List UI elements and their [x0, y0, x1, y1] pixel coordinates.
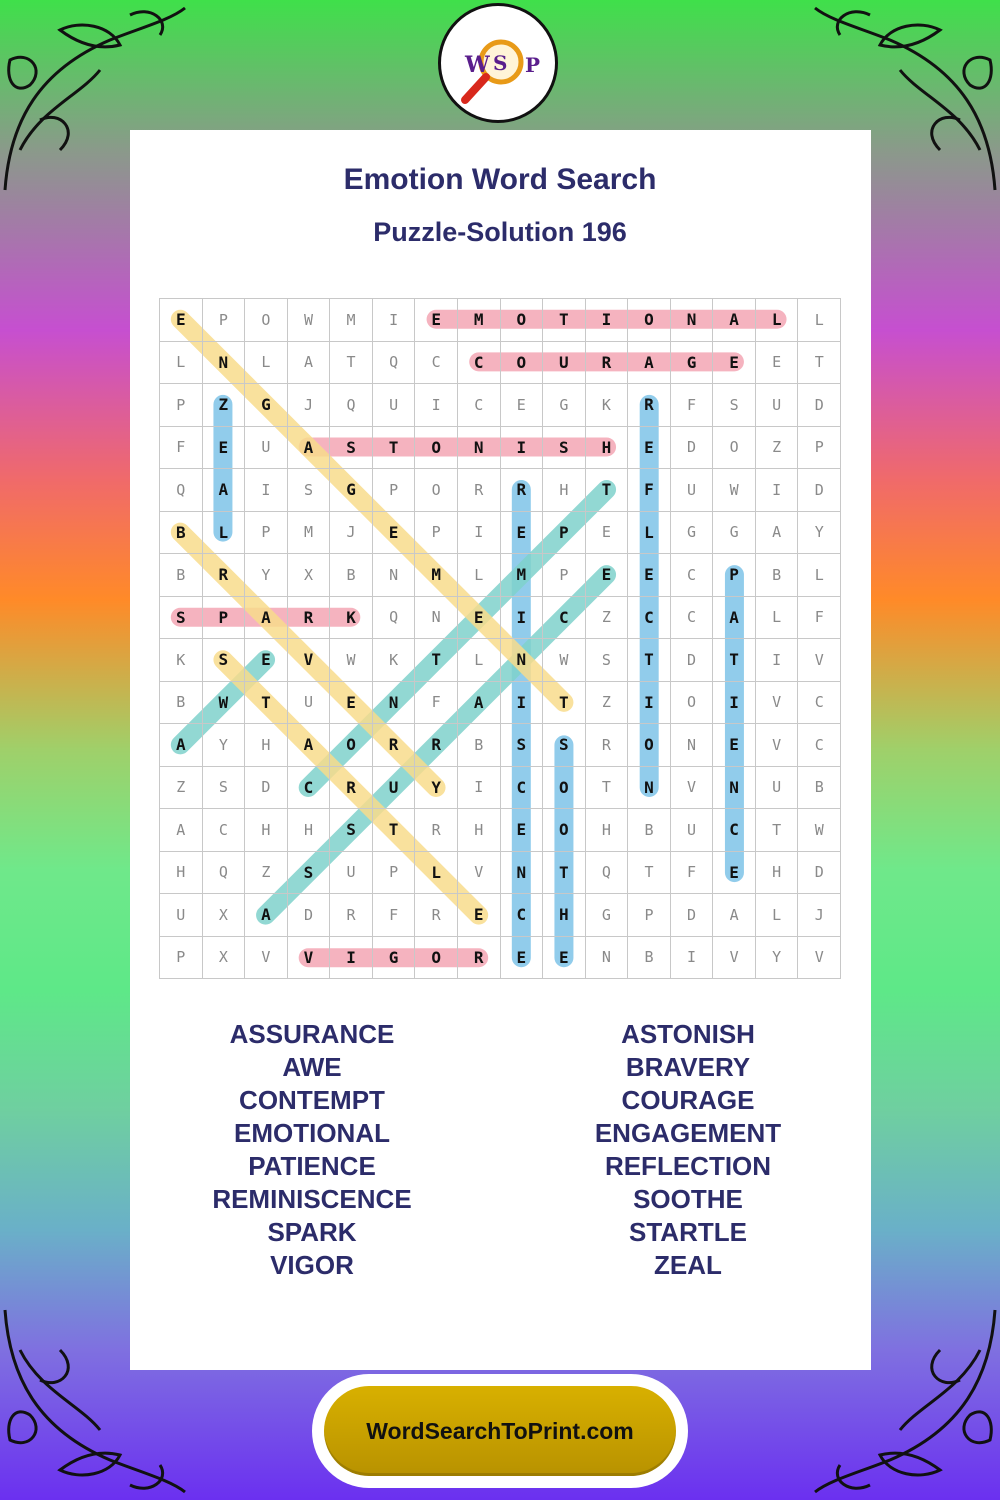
grid-cell[interactable]: Q [373, 342, 416, 385]
grid-cell[interactable]: T [373, 809, 416, 852]
grid-cell[interactable]: C [628, 597, 671, 640]
grid-cell[interactable]: E [586, 512, 629, 555]
grid-cell[interactable]: G [671, 512, 714, 555]
grid-cell[interactable]: V [713, 937, 756, 980]
grid-cell[interactable]: A [245, 597, 288, 640]
grid-cell[interactable]: F [415, 682, 458, 725]
grid-cell[interactable]: O [543, 767, 586, 810]
grid-cell[interactable]: S [203, 767, 246, 810]
word-list-item: REMINISCENCE [212, 1184, 412, 1214]
grid-cell[interactable]: B [756, 554, 799, 597]
grid-cell[interactable]: W [543, 639, 586, 682]
word-list-item: SOOTHE [633, 1184, 743, 1214]
grid-cell[interactable]: O [415, 469, 458, 512]
grid-cell[interactable]: S [586, 639, 629, 682]
grid-cell[interactable]: I [501, 682, 544, 725]
grid-cell[interactable]: W [798, 809, 841, 852]
grid-cell[interactable]: V [671, 767, 714, 810]
grid-cell[interactable]: S [160, 597, 203, 640]
grid-cell[interactable]: T [330, 342, 373, 385]
footer-pill [312, 1374, 688, 1488]
grid-cell[interactable]: I [713, 682, 756, 725]
grid-cell[interactable]: I [245, 469, 288, 512]
grid-cell[interactable]: K [373, 639, 416, 682]
word-list-item: COURAGE [621, 1085, 755, 1115]
grid-cell[interactable]: E [203, 427, 246, 470]
grid-cell[interactable]: V [288, 937, 331, 980]
word-list-item: ASSURANCE [229, 1019, 395, 1049]
grid-cell[interactable]: A [160, 724, 203, 767]
grid-cell[interactable]: E [501, 937, 544, 980]
grid-cell[interactable]: Y [415, 767, 458, 810]
grid-cell[interactable]: N [713, 767, 756, 810]
grid-cell[interactable]: S [543, 724, 586, 767]
grid-cell[interactable]: A [713, 894, 756, 937]
page-title: Emotion Word Search [343, 163, 657, 196]
grid-cell[interactable]: B [458, 724, 501, 767]
grid-cell[interactable]: U [756, 767, 799, 810]
grid-cell[interactable]: H [543, 469, 586, 512]
grid-cell[interactable]: N [203, 342, 246, 385]
grid-cell[interactable]: U [671, 469, 714, 512]
grid-cell[interactable]: T [373, 427, 416, 470]
grid-cell[interactable]: C [203, 809, 246, 852]
grid-cell[interactable]: T [245, 682, 288, 725]
grid-cell[interactable]: D [671, 894, 714, 937]
grid-cell[interactable]: O [713, 427, 756, 470]
grid-cell[interactable]: C [288, 767, 331, 810]
grid-cell[interactable]: C [671, 554, 714, 597]
grid-cell[interactable]: Z [586, 682, 629, 725]
grid-cell[interactable]: L [160, 342, 203, 385]
grid-cell[interactable]: Z [586, 597, 629, 640]
grid-cell[interactable]: L [798, 554, 841, 597]
website-link[interactable]: WordSearchToPrint.com [324, 1386, 676, 1476]
grid-cell[interactable]: G [671, 342, 714, 385]
grid-cell[interactable]: Z [756, 427, 799, 470]
grid-cell[interactable]: I [458, 512, 501, 555]
grid-cell[interactable]: C [501, 767, 544, 810]
grid-cell[interactable]: E [373, 512, 416, 555]
grid-cell[interactable]: E [415, 299, 458, 342]
grid-cell[interactable]: V [798, 937, 841, 980]
word-list-item: AWE [282, 1052, 342, 1082]
grid-cell[interactable]: N [501, 852, 544, 895]
grid-cell[interactable]: O [628, 724, 671, 767]
grid-cell[interactable]: R [458, 469, 501, 512]
grid-cell[interactable]: P [373, 852, 416, 895]
grid-cell[interactable]: G [330, 469, 373, 512]
grid-cell[interactable]: R [373, 724, 416, 767]
grid-cell[interactable]: D [245, 767, 288, 810]
grid-cell[interactable]: R [288, 597, 331, 640]
grid-cell[interactable]: E [713, 724, 756, 767]
grid-cell[interactable]: O [628, 299, 671, 342]
grid-cell[interactable]: M [458, 299, 501, 342]
grid-cell[interactable]: R [415, 809, 458, 852]
grid-cell[interactable]: T [713, 639, 756, 682]
grid-cell[interactable]: C [458, 384, 501, 427]
grid-cell[interactable]: L [458, 554, 501, 597]
grid-cell[interactable]: E [501, 384, 544, 427]
grid-cell[interactable]: N [373, 554, 416, 597]
grid-cell[interactable]: K [586, 384, 629, 427]
grid-cell[interactable]: M [501, 554, 544, 597]
grid-cell[interactable]: P [415, 512, 458, 555]
grid-cell[interactable]: F [373, 894, 416, 937]
logo-letter-p: P [525, 53, 541, 77]
word-list-item: BRAVERY [625, 1052, 751, 1082]
grid-cell[interactable]: P [160, 937, 203, 980]
grid-cell[interactable]: Q [203, 852, 246, 895]
grid-cell[interactable]: M [288, 512, 331, 555]
grid-cell[interactable]: A [288, 427, 331, 470]
logo-letter-w: W [465, 52, 490, 78]
grid-cell[interactable]: C [501, 894, 544, 937]
grid-cell[interactable]: M [415, 554, 458, 597]
grid-cell[interactable]: P [543, 554, 586, 597]
grid-cell[interactable]: Y [756, 937, 799, 980]
grid-cell[interactable]: S [288, 469, 331, 512]
grid-cell[interactable]: N [671, 299, 714, 342]
grid-cell[interactable]: N [373, 682, 416, 725]
grid-cell[interactable]: I [671, 937, 714, 980]
grid-cell[interactable]: R [415, 894, 458, 937]
grid-cell[interactable]: V [756, 682, 799, 725]
grid-cell[interactable]: E [458, 894, 501, 937]
word-list-item: ASTONISH [621, 1019, 755, 1049]
grid-cell[interactable]: I [586, 299, 629, 342]
grid-cell[interactable]: A [458, 682, 501, 725]
grid-cell[interactable]: U [160, 894, 203, 937]
logo-letter-s: S [493, 51, 508, 75]
grid-cell[interactable]: S [713, 384, 756, 427]
grid-cell[interactable]: N [415, 597, 458, 640]
grid-cell[interactable]: C [671, 597, 714, 640]
grid-cell[interactable]: E [245, 639, 288, 682]
grid-cell[interactable]: C [543, 597, 586, 640]
grid-cell[interactable]: X [203, 937, 246, 980]
grid-cell[interactable]: C [458, 342, 501, 385]
grid-cell[interactable]: D [798, 852, 841, 895]
grid-cell[interactable]: P [373, 469, 416, 512]
grid-cell[interactable]: H [586, 809, 629, 852]
grid-cell[interactable]: A [288, 342, 331, 385]
grid-cell[interactable]: A [288, 724, 331, 767]
word-list-item: EMOTIONAL [234, 1118, 390, 1148]
grid-cell[interactable]: Y [203, 724, 246, 767]
grid-cell[interactable]: B [798, 767, 841, 810]
grid-cell[interactable]: G [373, 937, 416, 980]
grid-cell[interactable]: L [756, 597, 799, 640]
word-list-item: ZEAL [654, 1250, 722, 1280]
grid-cell[interactable]: U [373, 384, 416, 427]
grid-cell[interactable]: N [458, 427, 501, 470]
grid-cell[interactable]: J [330, 512, 373, 555]
grid-cell[interactable]: A [713, 597, 756, 640]
grid-cell[interactable]: T [586, 767, 629, 810]
grid-cell[interactable]: S [543, 427, 586, 470]
grid-cell[interactable]: L [756, 299, 799, 342]
grid-cell[interactable]: E [501, 512, 544, 555]
grid-cell[interactable]: T [628, 639, 671, 682]
grid-cell[interactable]: U [330, 852, 373, 895]
grid-cell[interactable]: G [586, 894, 629, 937]
grid-cell[interactable]: Q [160, 469, 203, 512]
grid-cell[interactable]: Y [245, 554, 288, 597]
grid-cell[interactable]: L [628, 512, 671, 555]
grid-cell[interactable]: W [330, 639, 373, 682]
grid-cell[interactable]: M [330, 299, 373, 342]
grid-cell[interactable]: D [798, 469, 841, 512]
grid-cell[interactable]: D [671, 427, 714, 470]
grid-cell[interactable]: K [160, 639, 203, 682]
grid-cell[interactable]: O [501, 299, 544, 342]
grid-cell[interactable]: Z [160, 767, 203, 810]
grid-cell[interactable]: L [458, 639, 501, 682]
grid-cell[interactable]: H [245, 724, 288, 767]
grid-cell[interactable]: C [415, 342, 458, 385]
grid-cell[interactable]: W [288, 299, 331, 342]
grid-cell[interactable]: K [330, 597, 373, 640]
grid-cell[interactable]: S [330, 427, 373, 470]
grid-cell[interactable]: E [160, 299, 203, 342]
grid-cell[interactable]: Z [203, 384, 246, 427]
grid-cell[interactable]: N [671, 724, 714, 767]
grid-cell[interactable]: T [415, 639, 458, 682]
grid-cell[interactable]: F [160, 427, 203, 470]
grid-cell[interactable]: T [543, 682, 586, 725]
grid-cell[interactable]: V [458, 852, 501, 895]
grid-cell[interactable]: I [458, 767, 501, 810]
grid-cell[interactable]: V [798, 639, 841, 682]
grid-cell[interactable]: H [458, 809, 501, 852]
grid-cell[interactable]: C [798, 682, 841, 725]
grid-cell[interactable]: V [288, 639, 331, 682]
wsp-logo [438, 3, 558, 123]
grid-cell[interactable]: P [713, 554, 756, 597]
word-list-item: SPARK [267, 1217, 357, 1247]
grid-cell[interactable]: I [501, 597, 544, 640]
grid-cell[interactable]: D [288, 894, 331, 937]
grid-cell[interactable]: F [628, 469, 671, 512]
grid-cell[interactable]: H [288, 809, 331, 852]
grid-cell[interactable]: R [330, 767, 373, 810]
grid-cell[interactable]: O [245, 299, 288, 342]
grid-cell[interactable]: I [501, 427, 544, 470]
letter-grid [159, 298, 841, 979]
word-list-item: PATIENCE [248, 1151, 376, 1181]
grid-cell[interactable]: V [756, 724, 799, 767]
grid-cell[interactable]: X [203, 894, 246, 937]
grid-cell[interactable]: L [203, 512, 246, 555]
grid-cell[interactable]: I [330, 937, 373, 980]
grid-cell[interactable]: V [245, 937, 288, 980]
grid-cell[interactable]: N [628, 767, 671, 810]
grid-cell[interactable]: N [501, 639, 544, 682]
grid-cell[interactable]: S [330, 809, 373, 852]
grid-cell[interactable]: E [756, 342, 799, 385]
grid-cell[interactable]: B [628, 809, 671, 852]
grid-cell[interactable]: P [160, 384, 203, 427]
grid-cell[interactable]: L [415, 852, 458, 895]
grid-cell[interactable]: E [458, 597, 501, 640]
grid-cell[interactable]: I [756, 639, 799, 682]
grid-cell[interactable]: C [713, 809, 756, 852]
grid-cell[interactable]: O [543, 809, 586, 852]
grid-cell[interactable]: S [288, 852, 331, 895]
grid-cell[interactable]: B [160, 554, 203, 597]
grid-cell[interactable]: E [628, 427, 671, 470]
grid-cell[interactable]: T [543, 299, 586, 342]
grid-cell[interactable]: J [798, 894, 841, 937]
grid-cell[interactable]: P [628, 894, 671, 937]
grid-cell[interactable]: L [245, 342, 288, 385]
grid-cell[interactable]: C [798, 724, 841, 767]
grid-cell[interactable]: E [628, 554, 671, 597]
grid-cell[interactable]: B [628, 937, 671, 980]
grid-cell[interactable]: U [671, 809, 714, 852]
magnifier-icon [441, 6, 555, 120]
grid-cell[interactable]: U [373, 767, 416, 810]
grid-cell[interactable]: T [543, 852, 586, 895]
grid-cell[interactable]: H [586, 427, 629, 470]
page-subtitle: Puzzle-Solution 196 [373, 217, 627, 247]
grid-cell[interactable]: D [798, 384, 841, 427]
grid-cell[interactable]: G [245, 384, 288, 427]
grid-cell[interactable]: U [288, 682, 331, 725]
grid-cell[interactable]: R [203, 554, 246, 597]
grid-cell[interactable]: E [713, 342, 756, 385]
grid-cell[interactable]: P [543, 512, 586, 555]
grid-cell[interactable]: G [713, 512, 756, 555]
grid-cell[interactable]: F [798, 597, 841, 640]
grid-cell[interactable]: E [713, 852, 756, 895]
grid-cell[interactable]: I [628, 682, 671, 725]
grid-cell[interactable]: F [671, 384, 714, 427]
grid-cell[interactable]: E [586, 554, 629, 597]
grid-cell[interactable]: H [543, 894, 586, 937]
grid-cell[interactable]: E [543, 937, 586, 980]
word-list-item: VIGOR [270, 1250, 354, 1280]
grid-cell[interactable]: A [756, 512, 799, 555]
grid-cell[interactable]: T [798, 342, 841, 385]
grid-cell[interactable]: A [245, 894, 288, 937]
grid-cell[interactable]: T [756, 809, 799, 852]
grid-cell[interactable]: Q [330, 384, 373, 427]
grid-cell[interactable]: R [586, 342, 629, 385]
grid-cell[interactable]: P [798, 427, 841, 470]
grid-cell[interactable]: S [501, 724, 544, 767]
grid-cell[interactable]: O [330, 724, 373, 767]
word-list-item: CONTEMPT [239, 1085, 385, 1115]
grid-cell[interactable]: P [203, 299, 246, 342]
word-grid [159, 298, 841, 979]
grid-cell[interactable]: H [245, 809, 288, 852]
grid-cell[interactable]: R [458, 937, 501, 980]
grid-cell[interactable]: H [160, 852, 203, 895]
grid-cell[interactable]: L [798, 299, 841, 342]
grid-cell[interactable]: T [586, 469, 629, 512]
grid-cell[interactable]: O [501, 342, 544, 385]
grid-cell[interactable]: X [288, 554, 331, 597]
grid-cell[interactable]: U [245, 427, 288, 470]
word-list-item: ENGAGEMENT [594, 1118, 782, 1148]
grid-cell[interactable]: G [543, 384, 586, 427]
grid-cell[interactable]: D [671, 639, 714, 682]
grid-cell[interactable]: I [415, 384, 458, 427]
grid-cell[interactable]: O [671, 682, 714, 725]
grid-cell[interactable]: R [330, 894, 373, 937]
grid-cell[interactable]: B [160, 512, 203, 555]
grid-cell[interactable]: N [586, 937, 629, 980]
grid-cell[interactable]: W [713, 469, 756, 512]
grid-cell[interactable]: Z [245, 852, 288, 895]
grid-cell[interactable]: A [628, 342, 671, 385]
grid-cell[interactable]: W [203, 682, 246, 725]
word-list-right [508, 1018, 868, 1282]
grid-cell[interactable]: T [628, 852, 671, 895]
grid-cell[interactable]: J [288, 384, 331, 427]
grid-cell[interactable]: R [628, 384, 671, 427]
grid-cell[interactable]: I [373, 299, 416, 342]
grid-cell[interactable]: I [756, 469, 799, 512]
grid-cell[interactable]: L [756, 894, 799, 937]
grid-cell[interactable]: Q [373, 597, 416, 640]
grid-cell[interactable]: R [586, 724, 629, 767]
grid-cell[interactable]: R [415, 724, 458, 767]
grid-cell[interactable]: P [203, 597, 246, 640]
grid-cell[interactable]: U [756, 384, 799, 427]
word-list-item: STARTLE [629, 1217, 747, 1247]
grid-cell[interactable]: A [203, 469, 246, 512]
grid-cell[interactable]: R [501, 469, 544, 512]
grid-cell[interactable]: P [245, 512, 288, 555]
grid-cell[interactable]: B [160, 682, 203, 725]
grid-cell[interactable]: Y [798, 512, 841, 555]
grid-cell[interactable]: A [713, 299, 756, 342]
grid-cell[interactable]: O [415, 937, 458, 980]
grid-cell[interactable]: F [671, 852, 714, 895]
grid-cell[interactable]: E [330, 682, 373, 725]
grid-cell[interactable]: U [543, 342, 586, 385]
grid-cell[interactable]: E [501, 809, 544, 852]
grid-cell[interactable]: H [756, 852, 799, 895]
word-list-item: REFLECTION [604, 1151, 772, 1181]
word-list-left [132, 1018, 492, 1282]
grid-cell[interactable]: O [415, 427, 458, 470]
grid-cell[interactable]: Q [586, 852, 629, 895]
grid-cell[interactable]: A [160, 809, 203, 852]
grid-cell[interactable]: S [203, 639, 246, 682]
grid-cell[interactable]: B [330, 554, 373, 597]
